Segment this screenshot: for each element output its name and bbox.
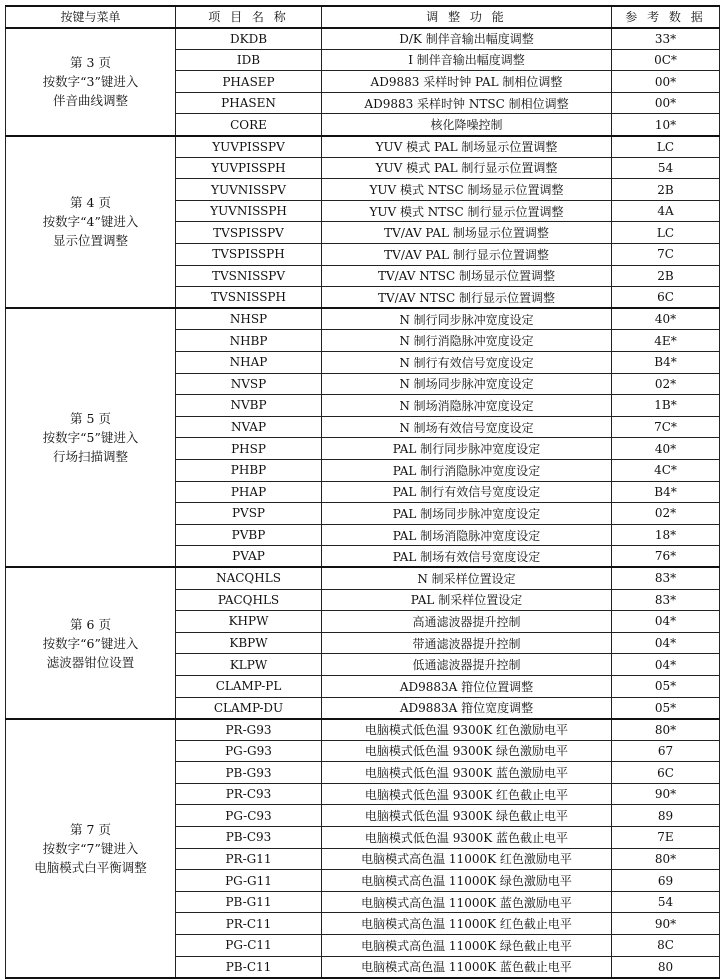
reference-value-cell: 7C* (612, 416, 720, 438)
function-cell: 电脑模式低色温 9300K 蓝色截止电平 (322, 827, 612, 849)
item-name-cell: PG-G11 (176, 870, 322, 892)
item-name-cell: PG-C11 (176, 935, 322, 957)
function-cell: N 制采样位置设定 (322, 567, 612, 589)
menu-group-line: 按数字“6”键进入 (42, 635, 139, 651)
reference-value-cell: 1B* (612, 395, 720, 417)
menu-group-line: 按数字“5”键进入 (42, 430, 139, 446)
function-cell: N 制行同步脉冲宽度设定 (322, 308, 612, 330)
menu-group-line: 显示位置调整 (52, 233, 128, 249)
table-body (6, 28, 720, 978)
function-cell: N 制场同步脉冲宽度设定 (322, 373, 612, 395)
reference-value-cell: 54 (612, 157, 720, 179)
function-cell: 电脑模式低色温 9300K 绿色激励电平 (322, 740, 612, 762)
reference-value-cell: 04* (612, 654, 720, 676)
item-name-cell: PB-G93 (176, 762, 322, 784)
item-name-cell: NACQHLS (176, 567, 322, 589)
header-menu: 按键与菜单 (6, 6, 176, 28)
function-cell: 电脑模式高色温 11000K 绿色截止电平 (322, 935, 612, 957)
menu-group-line: 第 7 页 (70, 821, 111, 837)
item-name-cell: TVSPISSPH (176, 244, 322, 266)
function-cell: 高通滤波器提升控制 (322, 611, 612, 633)
reference-value-cell: 76* (612, 546, 720, 568)
table-row (6, 308, 720, 330)
function-cell: 低通滤波器提升控制 (322, 654, 612, 676)
function-cell: N 制场有效信号宽度设定 (322, 416, 612, 438)
function-cell: 电脑模式低色温 9300K 蓝色激励电平 (322, 762, 612, 784)
reference-value-cell: 6C (612, 762, 720, 784)
reference-value-cell: 2B (612, 179, 720, 201)
item-name-cell: PR-G93 (176, 719, 322, 741)
function-cell: N 制行有效信号宽度设定 (322, 352, 612, 374)
item-name-cell: CLAMP-PL (176, 675, 322, 697)
reference-value-cell: 8C (612, 935, 720, 957)
item-name-cell: NHBP (176, 330, 322, 352)
reference-value-cell: 83* (612, 589, 720, 611)
reference-value-cell: 40* (612, 438, 720, 460)
function-cell: TV/AV PAL 制行显示位置调整 (322, 244, 612, 266)
reference-value-cell: 02* (612, 503, 720, 525)
item-name-cell: CLAMP-DU (176, 697, 322, 719)
menu-group-line: 按数字“3”键进入 (42, 74, 139, 90)
menu-group-line: 第 5 页 (70, 411, 111, 427)
function-cell: TV/AV PAL 制场显示位置调整 (322, 222, 612, 244)
function-cell: D/K 制伴音输出幅度调整 (322, 28, 612, 50)
reference-value-cell: 90* (612, 783, 720, 805)
function-cell: TV/AV NTSC 制行显示位置调整 (322, 287, 612, 309)
reference-value-cell: 80* (612, 848, 720, 870)
item-name-cell: PG-G93 (176, 740, 322, 762)
item-name-cell: PVBP (176, 524, 322, 546)
reference-value-cell: 04* (612, 611, 720, 633)
function-cell: I 制伴音输出幅度调整 (322, 49, 612, 71)
function-cell: 电脑模式低色温 9300K 红色截止电平 (322, 783, 612, 805)
reference-value-cell: 00* (612, 92, 720, 114)
function-cell: PAL 制场同步脉冲宽度设定 (322, 503, 612, 525)
reference-value-cell: 6C (612, 287, 720, 309)
header-item-name: 项 目 名 称 (176, 6, 322, 28)
adjustment-table (5, 5, 720, 979)
item-name-cell: PHBP (176, 459, 322, 481)
item-name-cell: PVSP (176, 503, 322, 525)
menu-group-cell (6, 28, 176, 136)
item-name-cell: YUVNISSPH (176, 200, 322, 222)
item-name-cell: KBPW (176, 632, 322, 654)
item-name-cell: IDB (176, 49, 322, 71)
item-name-cell: CORE (176, 114, 322, 136)
table-row (6, 28, 720, 50)
header-reference-value: 参 考 数 据 (612, 6, 720, 28)
menu-group-cell (6, 308, 176, 567)
function-cell: AD9883 采样时钟 NTSC 制相位调整 (322, 92, 612, 114)
menu-group-cell (6, 567, 176, 718)
function-cell: 电脑模式高色温 11000K 绿色激励电平 (322, 870, 612, 892)
reference-value-cell: 2B (612, 265, 720, 287)
menu-group-line: 电脑模式白平衡调整 (34, 859, 147, 875)
menu-group-line: 滤波器钳位设置 (46, 654, 135, 670)
function-cell: YUV 模式 PAL 制场显示位置调整 (322, 136, 612, 158)
reference-value-cell: 0C* (612, 49, 720, 71)
reference-value-cell: 67 (612, 740, 720, 762)
item-name-cell: PACQHLS (176, 589, 322, 611)
function-cell: PAL 制行同步脉冲宽度设定 (322, 438, 612, 460)
item-name-cell: NVSP (176, 373, 322, 395)
table-header-row (6, 6, 720, 28)
item-name-cell: PVAP (176, 546, 322, 568)
menu-group-line: 第 6 页 (70, 616, 111, 632)
reference-value-cell: 89 (612, 805, 720, 827)
table-row (6, 567, 720, 589)
item-name-cell: NVBP (176, 395, 322, 417)
header-function: 调 整 功 能 (322, 6, 612, 28)
reference-value-cell: 7E (612, 827, 720, 849)
item-name-cell: NHAP (176, 352, 322, 374)
reference-value-cell: 02* (612, 373, 720, 395)
function-cell: 电脑模式低色温 9300K 绿色截止电平 (322, 805, 612, 827)
menu-group-line: 第 4 页 (70, 195, 111, 211)
reference-value-cell: 4A (612, 200, 720, 222)
menu-group-line: 第 3 页 (70, 55, 111, 71)
function-cell: AD9883A 箝位位置调整 (322, 675, 612, 697)
function-cell: 电脑模式高色温 11000K 红色激励电平 (322, 848, 612, 870)
item-name-cell: PR-C93 (176, 783, 322, 805)
item-name-cell: PB-G11 (176, 891, 322, 913)
item-name-cell: YUVNISSPV (176, 179, 322, 201)
reference-value-cell: 4E* (612, 330, 720, 352)
reference-value-cell: LC (612, 222, 720, 244)
reference-value-cell: 33* (612, 28, 720, 50)
item-name-cell: NHSP (176, 308, 322, 330)
item-name-cell: TVSPISSPV (176, 222, 322, 244)
reference-value-cell: 80* (612, 719, 720, 741)
item-name-cell: PHASEN (176, 92, 322, 114)
item-name-cell: TVSNISSPH (176, 287, 322, 309)
reference-value-cell: 05* (612, 697, 720, 719)
reference-value-cell: 80 (612, 956, 720, 978)
function-cell: TV/AV NTSC 制场显示位置调整 (322, 265, 612, 287)
function-cell: PAL 制场有效信号宽度设定 (322, 546, 612, 568)
reference-value-cell: 69 (612, 870, 720, 892)
reference-value-cell: 18* (612, 524, 720, 546)
function-cell: 电脑模式高色温 11000K 红色截止电平 (322, 913, 612, 935)
reference-value-cell: 4C* (612, 459, 720, 481)
function-cell: YUV 模式 NTSC 制行显示位置调整 (322, 200, 612, 222)
reference-value-cell: 00* (612, 71, 720, 93)
function-cell: 电脑模式高色温 11000K 蓝色截止电平 (322, 956, 612, 978)
item-name-cell: NVAP (176, 416, 322, 438)
function-cell: 电脑模式高色温 11000K 蓝色激励电平 (322, 891, 612, 913)
item-name-cell: PG-C93 (176, 805, 322, 827)
item-name-cell: PB-C93 (176, 827, 322, 849)
function-cell: 电脑模式低色温 9300K 红色激励电平 (322, 719, 612, 741)
reference-value-cell: 40* (612, 308, 720, 330)
function-cell: PAL 制场消隐脉冲宽度设定 (322, 524, 612, 546)
menu-group-cell (6, 719, 176, 978)
reference-value-cell: 05* (612, 675, 720, 697)
table-row (6, 136, 720, 158)
item-name-cell: PHASEP (176, 71, 322, 93)
function-cell: AD9883 采样时钟 PAL 制相位调整 (322, 71, 612, 93)
menu-group-line: 按数字“4”键进入 (42, 214, 139, 230)
menu-group-line: 伴音曲线调整 (52, 93, 128, 109)
item-name-cell: PHAP (176, 481, 322, 503)
reference-value-cell: 10* (612, 114, 720, 136)
reference-value-cell: 04* (612, 632, 720, 654)
item-name-cell: YUVPISSPV (176, 136, 322, 158)
function-cell: YUV 模式 NTSC 制场显示位置调整 (322, 179, 612, 201)
function-cell: N 制行消隐脉冲宽度设定 (322, 330, 612, 352)
item-name-cell: DKDB (176, 28, 322, 50)
menu-group-cell (6, 136, 176, 309)
function-cell: YUV 模式 PAL 制行显示位置调整 (322, 157, 612, 179)
function-cell: PAL 制采样位置设定 (322, 589, 612, 611)
reference-value-cell: 54 (612, 891, 720, 913)
item-name-cell: KLPW (176, 654, 322, 676)
item-name-cell: PHSP (176, 438, 322, 460)
function-cell: PAL 制行有效信号宽度设定 (322, 481, 612, 503)
menu-group-line: 行场扫描调整 (52, 449, 128, 465)
function-cell: PAL 制行消隐脉冲宽度设定 (322, 459, 612, 481)
menu-group-line: 按数字“7”键进入 (42, 840, 139, 856)
reference-value-cell: 7C (612, 244, 720, 266)
function-cell: AD9883A 箝位宽度调整 (322, 697, 612, 719)
item-name-cell: KHPW (176, 611, 322, 633)
reference-value-cell: B4* (612, 481, 720, 503)
table-row (6, 719, 720, 741)
reference-value-cell: 90* (612, 913, 720, 935)
item-name-cell: PR-C11 (176, 913, 322, 935)
function-cell: N 制场消隐脉冲宽度设定 (322, 395, 612, 417)
reference-value-cell: 83* (612, 567, 720, 589)
reference-value-cell: B4* (612, 352, 720, 374)
item-name-cell: TVSNISSPV (176, 265, 322, 287)
item-name-cell: PB-C11 (176, 956, 322, 978)
function-cell: 带通滤波器提升控制 (322, 632, 612, 654)
reference-value-cell: LC (612, 136, 720, 158)
item-name-cell: PR-G11 (176, 848, 322, 870)
function-cell: 核化降噪控制 (322, 114, 612, 136)
item-name-cell: YUVPISSPH (176, 157, 322, 179)
